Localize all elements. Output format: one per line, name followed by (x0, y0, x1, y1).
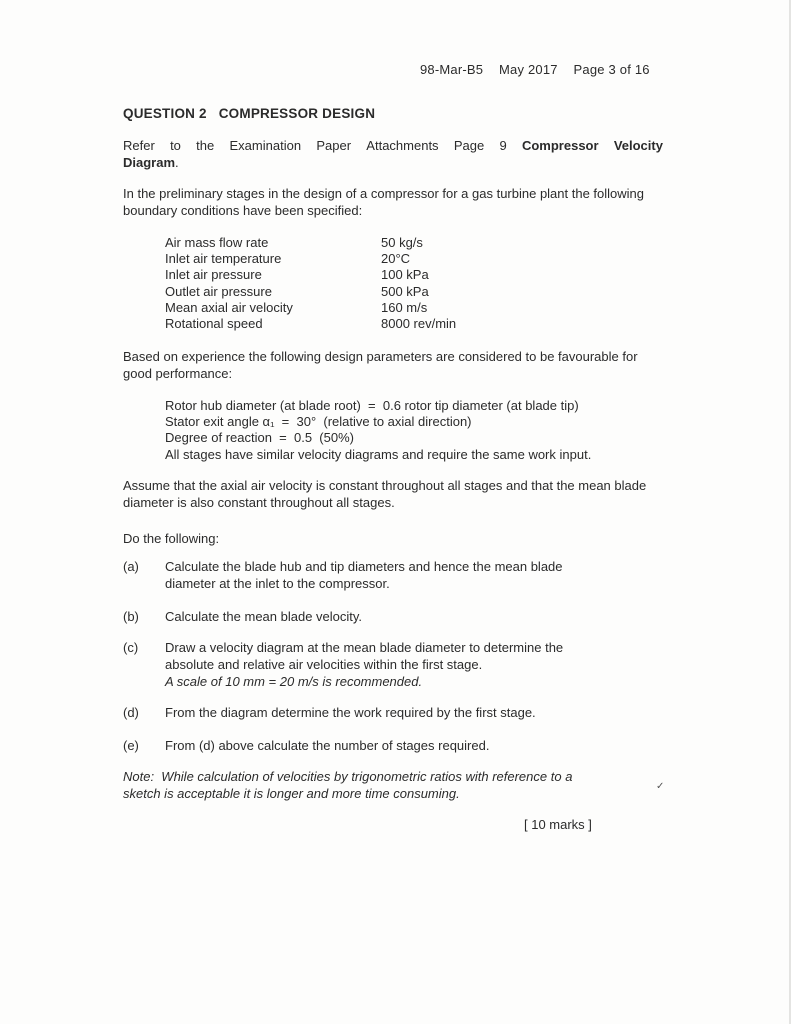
task-label: (a) (123, 559, 139, 574)
refer-word: Page (453, 138, 485, 153)
table-row (165, 235, 456, 251)
task-label: (c) (123, 640, 139, 655)
refer-word: Examination (229, 138, 302, 153)
task-text: Calculate the blade hub and tip diameters and hence the mean blade (165, 559, 563, 574)
refer-bold-word: Velocity (613, 138, 663, 153)
table-row (165, 251, 456, 267)
design-param: Stator exit angle α₁ = 30° (relative to axial direction) (165, 414, 472, 430)
design-param: Degree of reaction = 0.5 (50%) (165, 430, 354, 446)
refer-word: the (196, 138, 215, 153)
condition-label: Inlet air pressure (165, 267, 262, 283)
exam-code: 98-Mar-B5 (420, 62, 484, 77)
refer-word: Attachments (366, 138, 439, 153)
task-text: Draw a velocity diagram at the mean blade diameter to determine the (165, 640, 564, 655)
note-line: sketch is acceptable it is longer and more time consuming. (123, 786, 460, 801)
task-text: From the diagram determine the work required by the first stage. (165, 705, 536, 720)
task-text: diameter at the inlet to the compressor. (165, 576, 390, 591)
condition-label: Outlet air pressure (165, 283, 272, 299)
table-row (165, 267, 456, 283)
table-row (165, 316, 456, 332)
condition-value: 500 kPa (381, 283, 429, 299)
table-row (165, 284, 456, 300)
task-text: absolute and relative air velocities within the first stage. (165, 657, 483, 672)
boundary-conditions-table (165, 235, 456, 332)
note-paragraph (123, 768, 663, 802)
condition-value: 100 kPa (381, 267, 429, 283)
page-number: Page 3 of 16 (573, 62, 650, 77)
condition-value: 20°C (381, 251, 411, 267)
condition-value: 50 kg/s (381, 235, 423, 250)
condition-value: 160 m/s (381, 299, 428, 315)
exam-date: May 2017 (499, 62, 558, 77)
task-label: (b) (123, 609, 139, 624)
condition-label: Air mass flow rate (165, 235, 269, 250)
condition-label: Rotational speed (165, 316, 263, 332)
refer-word: 9 (499, 138, 507, 153)
page-header (420, 62, 650, 77)
task-text: A scale of 10 mm = 20 m/s is recommended. (165, 674, 423, 689)
task-label: (d) (123, 705, 139, 720)
design-parameters (165, 398, 591, 463)
refer-word: Paper (316, 138, 352, 153)
intro-paragraph: In the preliminary stages in the design of a compressor for a gas turbine plant the following boundary conditions have been specified: (123, 186, 645, 218)
refer-word: to (170, 138, 181, 153)
marks-label: [ 10 marks ] (524, 817, 592, 832)
question-title (123, 106, 375, 121)
pen-mark-icon: ✓ (656, 781, 665, 792)
refer-word: Refer (123, 138, 155, 153)
refer-paragraph (123, 137, 663, 171)
condition-value: 8000 rev/min (381, 316, 457, 332)
do-following-label: Do the following: (123, 531, 220, 546)
design-param: All stages have similar velocity diagrams and require the same work input. (165, 446, 592, 462)
condition-label: Inlet air temperature (165, 251, 282, 267)
task-text: From (d) above calculate the number of stages required. (165, 738, 490, 753)
note-line: Note: While calculation of velocities by trigonometric ratios with reference to a (123, 769, 573, 784)
assume-paragraph: Assume that the axial air velocity is constant throughout all stages and that the mean blade diameter is also constant throughout all stages. (123, 478, 647, 510)
refer-bold-word: Compressor (521, 138, 599, 153)
question-number: QUESTION 2 (123, 106, 207, 121)
design-param: Rotor hub diameter (at blade root) = 0.6 rotor tip diameter (at blade tip) (165, 398, 579, 413)
condition-label: Mean axial air velocity (165, 299, 293, 315)
refer-end: . (175, 155, 179, 170)
question-heading: COMPRESSOR DESIGN (218, 106, 376, 121)
refer-bold-word: Diagram (123, 155, 176, 170)
task-text: Calculate the mean blade velocity. (165, 609, 363, 624)
task-label: (e) (123, 738, 139, 753)
table-row (165, 300, 456, 316)
based-paragraph: Based on experience the following design parameters are considered to be favourable for good performance: (123, 349, 638, 381)
